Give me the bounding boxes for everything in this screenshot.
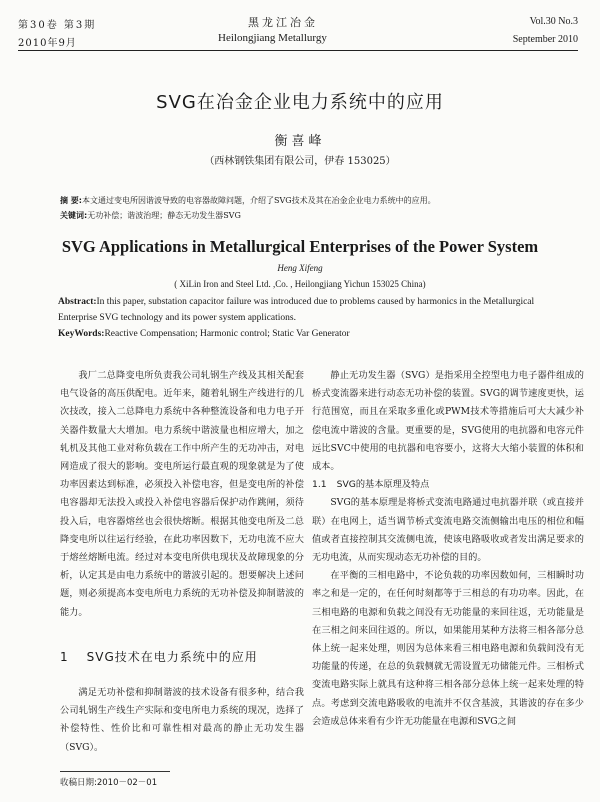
subsection-heading xyxy=(312,476,584,494)
abstract-cn-line xyxy=(60,193,560,208)
abstract-cn-text: 本文通过变电所因谐波导致的电容器故障问题，介绍了SVG技术及其在冶金企业电力系统中的应用。 xyxy=(81,196,436,205)
volume-cn: 第30卷 第3期 xyxy=(18,20,97,31)
body-paragraph: 满足无功补偿和抑制谐波的技术设备有很多种，结合我公司轧钢生产线生产实际和变电所电力系统的现况，选择了补偿特性、性价比和可靠性相对最高的静止无功发生器（SVG）。 xyxy=(60,687,304,753)
keywords-cn-label: 关键词: xyxy=(60,211,88,220)
author-cn: 衡喜峰 xyxy=(274,134,326,149)
abstract-en-line xyxy=(58,294,568,326)
keywords-en-line xyxy=(58,326,568,342)
keywords-cn-line xyxy=(60,208,560,223)
subsection-number: 1.1 xyxy=(312,479,327,491)
paper-title-en: SVG Applications in Metallurgical Enterprises of the Power System xyxy=(61,237,539,256)
abstract-cn-label: 摘 要: xyxy=(60,196,82,205)
abstract-en-text: In this paper, substation capacitor failure was introduced due to problems caused by harmonics in the Metallurgical Enterprise SVG technology and its power system applications. xyxy=(58,297,535,323)
paper-title-cn: SVG在冶金企业电力系统中的应用 xyxy=(156,92,444,113)
author-en: Heng Xifeng xyxy=(277,263,323,273)
abstract-en-label: Abstract: xyxy=(58,297,97,307)
footnote-rule xyxy=(60,771,170,772)
abstract-en xyxy=(58,294,568,342)
keywords-cn-text: 无功补偿；谐波治理；静态无功发生器SVG xyxy=(87,211,241,220)
running-header xyxy=(18,12,578,58)
body-paragraph: 在平衡的三相电路中，不论负载的功率因数如何，三相瞬时功率之和是一定的，在任何时刻都等于三相总的有功功率。因此，在三相电路的电源和负载之间没有无功能量的来回往返，无功能量是在三相之间来回往返的。所以，如果能用某种方法将三相各部分总体上统一起来处理，则因为总体来看三相电路电源和负载间没有无功能量的传递，在总的负载侧就无需设置无功储能元件。三相桥式变流电路实际上就具有这种将三相各部分总体上统一起来处理的特点。考虑到交流电路吸收的电流并不仅含基波，其谐波的存在多少会造成总体来看有少许无功能量在电源和SVG之间 xyxy=(312,570,584,727)
date-cn: 2010年9月 xyxy=(18,38,77,49)
abstract-cn xyxy=(60,193,560,223)
volume-en: Vol.30 No.3 xyxy=(529,16,578,27)
date-en: September 2010 xyxy=(512,34,578,45)
body-paragraph: 我厂二总降变电所负责我公司轧钢生产线及其相关配套电气设备的高压供配电。近年来，随着轧钢生产线进行的几次技改，接入二总降电力系统中各种整流设备和电力电子开关器件数量大大增加。电力系统中谐波量也相应增大，加之轧机及其他工业对称负载在工作中所产生的无功冲击，对电网造成了很大的影响。变电所运行最直观的现象就是为了使功率因素达到标准，必须投入补偿电容，但是变电所的补偿电容器却无法投入或投入补偿电容器后保护动作跳闸，须待投入后，电容器熔丝也会很快熔断。根据其他变电所及二总降变电所以往运行经验，在此功率因数下，无功电流不应大于熔丝熔断电流。经过对本变电所供电现状及故障现象的分析，认定其是由电力系统中的谐波引起的。想要解决上述问题，则必须提高本变电所电力系统的无功补偿及抑制谐波的能力。 xyxy=(60,370,304,618)
journal-name-cn: 黑龙江冶金 xyxy=(248,16,318,29)
affiliation-cn: （西林钢铁集团有限公司，伊春 153025） xyxy=(204,156,396,167)
keywords-en-label: KeyWords: xyxy=(58,329,105,339)
section-number: 1 xyxy=(60,649,69,664)
body-paragraph: SVG的基本原理是将桥式变流电路通过电抗器并联（或直接并联）在电网上，适当调节桥式变流电路交流侧输出电压的相位和幅值或者直接控制其交流侧电流，使该电路吸收或者发出满足要求的无功电流，从而实现动态无功补偿的目的。 xyxy=(312,497,584,564)
section-heading xyxy=(60,648,304,666)
keywords-en-text: Reactive Compensation; Harmonic control; Static Var Generator xyxy=(104,329,350,339)
section-title: SVG技术在电力系统中的应用 xyxy=(86,649,258,664)
header-rule xyxy=(18,50,578,51)
received-date-footnote: 收稿日期:2010－02－01 xyxy=(60,778,158,788)
subsection-title: SVG的基本原理及特点 xyxy=(336,479,430,491)
affiliation-en: ( XiLin Iron and Steel Ltd. ,Co. , Heilongjiang Yichun 153025 China) xyxy=(174,279,426,289)
body-column-left xyxy=(60,367,304,757)
body-column-right xyxy=(312,367,584,731)
journal-name-en: Heilongjiang Metallurgy xyxy=(218,32,327,44)
body-paragraph: 静止无功发生器（SVG）是指采用全控型电力电子器件组成的桥式变流器来进行动态无功补偿的装置。SVG的调节速度更快，运行范围宽，而且在采取多重化或PWM技术等措施后可大大减少补偿电流中谐波的含量。更重要的是，SVG使用的电抗器和电容元件远比SVC中使用的电抗器和电容要小，这将大大缩小装置的体积和成本。 xyxy=(312,370,584,473)
